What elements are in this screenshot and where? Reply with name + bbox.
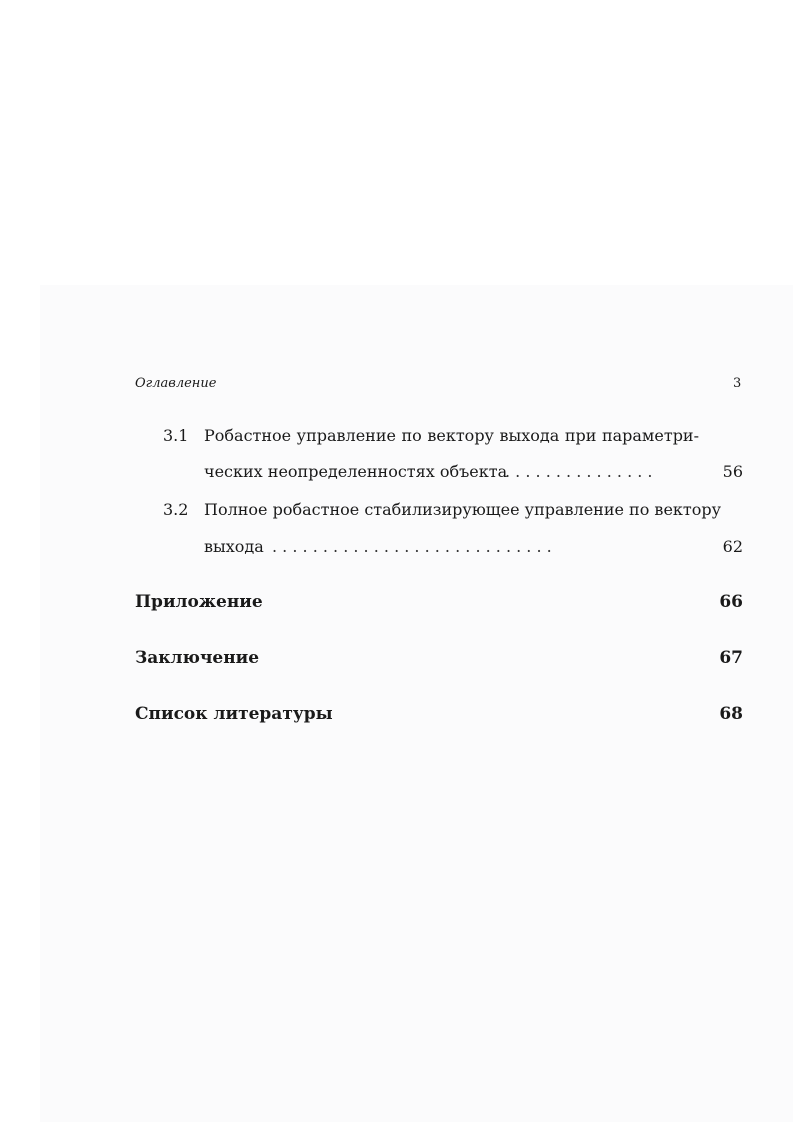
chapter-page: 68 xyxy=(719,704,743,724)
section-number: 3.2 xyxy=(163,500,189,519)
chapter-page: 67 xyxy=(719,648,743,668)
section-title-line1: Робастное управление по вектору выхода при параметри- xyxy=(204,426,699,445)
section-page: 62 xyxy=(722,537,743,556)
toc-leader-dots: . . . . . . . . . . . . . . . xyxy=(505,462,653,481)
section-title-line1: Полное робастное стабилизирующее управление по вектору xyxy=(204,500,722,519)
section-title-line2: выхода xyxy=(204,537,264,556)
page-number: 3 xyxy=(733,376,742,391)
section-number: 3.1 xyxy=(163,426,189,445)
chapter-title: Список литературы xyxy=(135,704,333,724)
section-page: 56 xyxy=(722,462,743,481)
running-title: Оглавление xyxy=(135,376,217,391)
chapter-title: Заключение xyxy=(135,648,260,668)
chapter-page: 66 xyxy=(719,592,743,612)
toc-leader-dots: . . . . . . . . . . . . . . . . . . . . . . . . . . . . xyxy=(272,537,552,556)
section-title-line2: ческих неопределенностях объекта xyxy=(204,462,508,481)
chapter-title: Приложение xyxy=(135,592,263,612)
